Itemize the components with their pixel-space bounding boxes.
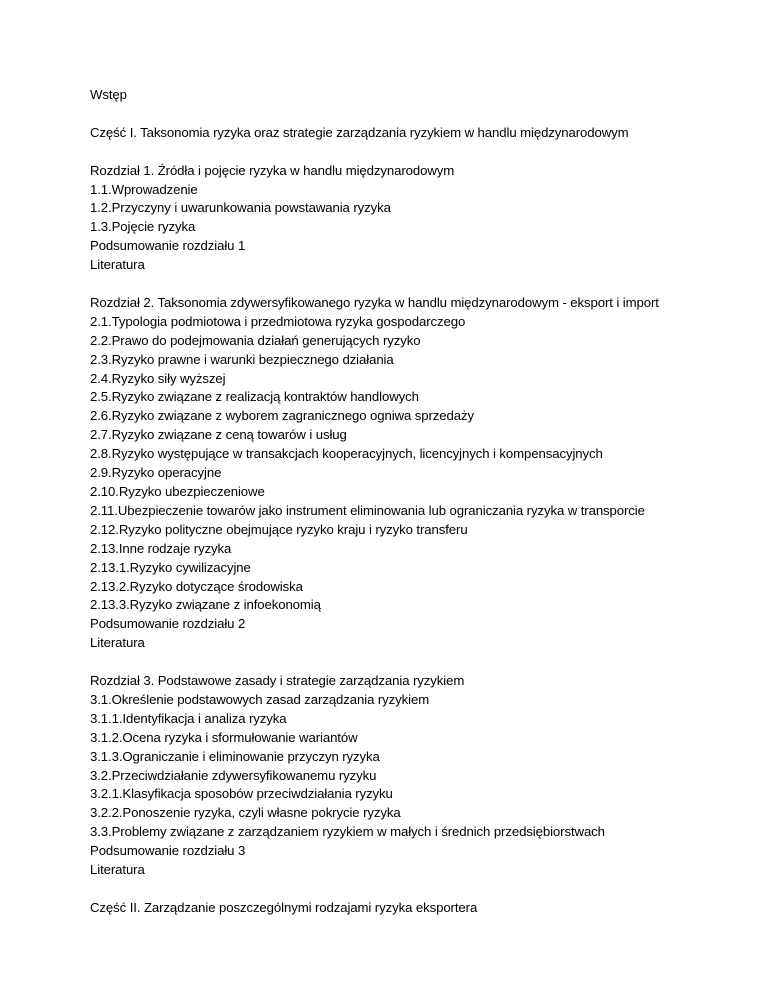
chapter-2-title: Rozdział 2. Taksonomia zdywersyfikowanego ryzyka w handlu międzynarodowym - eksport i import [90,294,659,310]
chapter-2-item: 2.12.Ryzyko polityczne obejmujące ryzyko kraju i ryzyko transferu [90,521,468,537]
chapter-3-item: 3.3.Problemy związane z zarządzaniem ryzykiem w małych i średnich przedsiębiorstwach [90,824,605,840]
part-2-heading: Część II. Zarządzanie poszczególnymi rodzajami ryzyka eksportera [90,899,478,915]
intro-section [90,86,760,105]
chapter-2-item: 2.9.Ryzyko operacyjne [90,465,222,481]
chapter-3-item: 3.1.2.Ocena ryzyka i sformułowanie wariantów [90,729,358,745]
chapter-3-title: Rozdział 3. Podstawowe zasady i strategie zarządzania ryzykiem [90,673,465,689]
chapter-2-item: 2.2.Prawo do podejmowania działań generujących ryzyko [90,332,421,348]
chapter-3-literature: Literatura [90,862,145,878]
chapter-1-section [90,162,760,275]
chapter-2-item: 2.1.Typologia podmiotowa i przedmiotowa ryzyka gospodarczego [90,313,466,329]
chapter-3-item: 3.2.2.Ponoszenie ryzyka, czyli własne pokrycie ryzyka [90,805,401,821]
chapter-3-item: 3.1.Określenie podstawowych zasad zarządzania ryzykiem [90,691,430,707]
chapter-1-literature: Literatura [90,257,145,273]
chapter-2-item: 2.11.Ubezpieczenie towarów jako instrument eliminowania lub ograniczania ryzyka w transporcie [90,502,645,518]
chapter-1-summary: Podsumowanie rozdziału 1 [90,238,246,254]
chapter-2-literature: Literatura [90,635,145,651]
chapter-2-item: 2.13.1.Ryzyko cywilizacyjne [90,559,251,575]
chapter-3-item: 3.2.1.Klasyfikacja sposobów przeciwdziałania ryzyku [90,786,393,802]
chapter-2-item: 2.4.Ryzyko siły wyższej [90,370,226,386]
chapter-2-section [90,294,760,653]
chapter-3-section [90,672,760,880]
chapter-1-title: Rozdział 1. Źródła i pojęcie ryzyka w handlu międzynarodowym [90,162,455,178]
part-2-section [90,899,760,918]
part-1-heading: Część I. Taksonomia ryzyka oraz strategie zarządzania ryzykiem w handlu międzynarodowym [90,124,629,140]
chapter-2-item: 2.13.3.Ryzyko związane z infoekonomią [90,597,321,613]
chapter-2-summary: Podsumowanie rozdziału 2 [90,616,246,632]
chapter-1-item: 1.1.Wprowadzenie [90,181,198,197]
chapter-2-item: 2.13.2.Ryzyko dotyczące środowiska [90,578,303,594]
chapter-3-item: 3.1.3.Ograniczanie i eliminowanie przyczyn ryzyka [90,748,380,764]
part-1-section [90,124,760,143]
chapter-1-item: 1.2.Przyczyny i uwarunkowania powstawania ryzyka [90,200,391,216]
chapter-1-item: 1.3.Pojęcie ryzyka [90,219,196,235]
chapter-2-item: 2.8.Ryzyko występujące w transakcjach kooperacyjnych, licencyjnych i kompensacyjnych [90,446,603,462]
chapter-3-summary: Podsumowanie rozdziału 3 [90,843,246,859]
chapter-3-item: 3.1.1.Identyfikacja i analiza ryzyka [90,710,287,726]
chapter-2-item: 2.13.Inne rodzaje ryzyka [90,540,232,556]
chapter-2-item: 2.3.Ryzyko prawne i warunki bezpiecznego działania [90,351,394,367]
chapter-3-item: 3.2.Przeciwdziałanie zdywersyfikowanemu ryzyku [90,767,377,783]
intro-heading: Wstęp [90,87,127,102]
chapter-2-item: 2.5.Ryzyko związane z realizacją kontraktów handlowych [90,389,419,405]
chapter-2-item: 2.10.Ryzyko ubezpieczeniowe [90,483,265,499]
chapter-2-item: 2.6.Ryzyko związane z wyborem zagranicznego ogniwa sprzedaży [90,408,474,424]
document-page [90,86,760,937]
chapter-2-item: 2.7.Ryzyko związane z ceną towarów i usług [90,427,347,443]
